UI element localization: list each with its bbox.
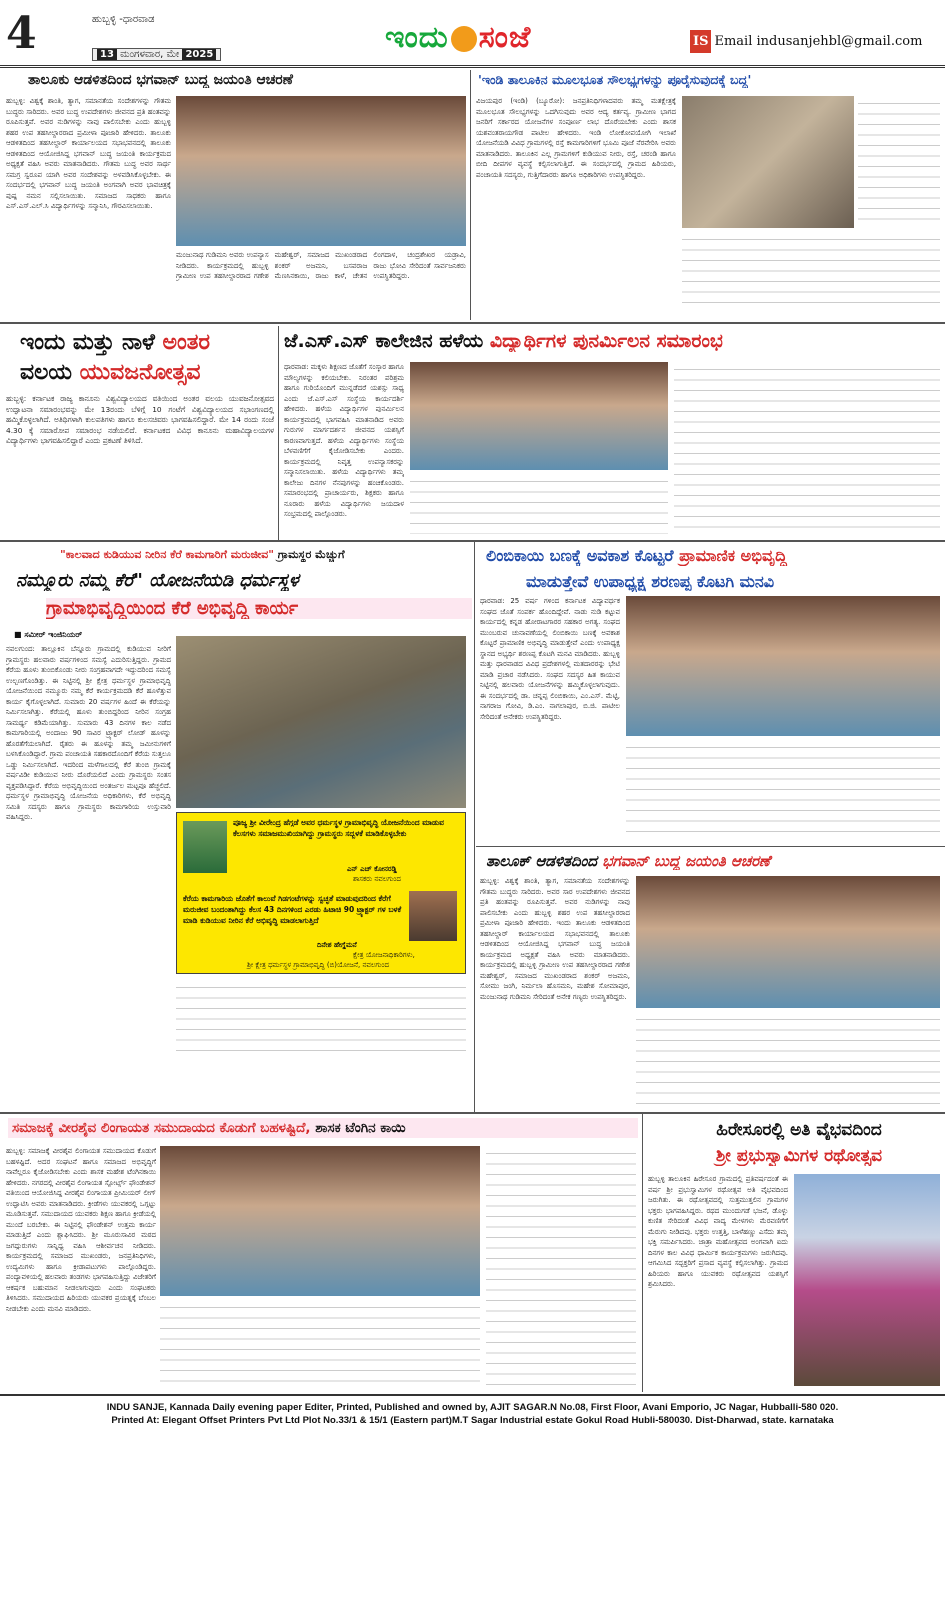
email-block [690, 30, 922, 53]
divider [0, 1112, 945, 1114]
article5-body: ನವಲಗುಂದ: ತಾಲ್ಲೂಕಿನ ಬೆನ್ನೂರು ಗ್ರಾಮದಲ್ಲಿ ಕುಡಿಯುವ ನೀರಿಗೆ ಗ್ರಾಮಸ್ಥರು ಹಲವಾರು ವರ್ಷಗಳಿಂದ ಸಮಸ್ಯೆ ಎದುರಿಸುತ್ತಿದ್ದರು. ಗ್ರಾಮದ ಕೆರೆಯ ಹೂಳು ತುಂಬಿಕೊಂಡು ನೀರು ಸಂಗ್ರಹವಾಗದೇ ಇದ್ದುದರಿಂದ ಸಮಸ್ಯೆ ಉಲ್ಬಣಗೊಂಡಿತ್ತು. ಈ ನಿಟ್ಟಿನಲ್ಲಿ ಶ್ರೀ ಕ್ಷೇತ್ರ ಧರ್ಮಸ್ಥಳ ಗ್ರಾಮಾಭಿವೃದ್ಧಿ ಯೋಜನೆಯಿಂದ ನಮ್ಮೂರು ನಮ್ಮ ಕೆರೆ ಕಾರ್ಯಕ್ರಮದಡಿ ಕೆರೆ ಹೂಳೆತ್ತುವ ಕಾರ್ಯ ಕೈಗೊಳ್ಳಲಾಗಿದೆ. ಸುಮಾರು 20 ವರ್ಷಗಳ ಹಿಂದೆ ಈ ಕೆರೆಯನ್ನು ನಿರ್ಮಿಸಲಾಗಿತ್ತು. ಕೆರೆಯಲ್ಲಿ ಹೂಳು ತುಂಬಿದ್ದರಿಂದ ನೀರಿನ ಸಂಗ್ರಹ ಸಾಮರ್ಥ್ಯ ಕಡಿಮೆಯಾಗಿತ್ತು. ಸುಮಾರು 43 ದಿನಗಳ ಕಾಲ ನಡೆದ ಕಾಮಗಾರಿಯಲ್ಲಿ ಅಂದಾಜು 90 ಸಾವಿರ ಟ್ರ್ಯಾಕ್ಟರ್ ಲೋಡ್ ಹೂಳನ್ನು ಹೊರತೆಗೆಯಲಾಗಿದೆ. ರೈತರು ಈ ಹೂಳನ್ನು ತಮ್ಮ ಜಮೀನುಗಳಿಗೆ ಬಳಸಿಕೊಂಡಿದ್ದಾರೆ. ಗ್ರಾಮ ಪಂಚಾಯತಿ ಸಹಕಾರದೊಂದಿಗೆ ಕೆರೆಯ ಸುತ್ತಲೂ ಒಡ್ಡು ನಿರ್ಮಿಸಲಾಗಿದೆ. ಇದರಿಂದ ಮಳೆಗಾಲದಲ್ಲಿ ಕೆರೆ ತುಂಬಿ ಗ್ರಾಮಕ್ಕೆ ವರ್ಷವಿಡೀ ಕುಡಿಯುವ ನೀರು ದೊರೆಯಲಿದೆ ಎಂದು ಗ್ರಾಮಸ್ಥರು ಸಂತಸ ವ್ಯಕ್ತಪಡಿಸಿದ್ದಾರೆ. ಕೆರೆಯ ಅಭಿವೃದ್ಧಿಯಿಂದ ಅಂತರ್ಜಲ ಮಟ್ಟವೂ ಹೆಚ್ಚಲಿದೆ. ಧರ್ಮಸ್ಥಳ ಗ್ರಾಮಾಭಿವೃದ್ಧಿ ಯೋಜನೆಯ ಅಧಿಕಾರಿಗಳು, ಕೆರೆ ಅಭಿವೃದ್ಧಿ ಸಮಿತಿ ಸದಸ್ಯರು ಹಾಗೂ ಗ್ರಾಮಸ್ಥರು ಕಾಮಗಾರಿಯ ಉಸ್ತುವಾರಿ ವಹಿಸಿದ್ದರು. [6, 645, 171, 821]
article5-headline-1: ನಮ್ಮೂರು ನಮ್ಮ ಕೆರೆ" ಯೋಜನೆಯಡಿ ಧರ್ಮಸ್ಥಳ [16, 570, 299, 591]
ad-role-1: ಶಾಸಕರು ನವಲಗುಂದ [353, 875, 401, 883]
a3-head-4: ಯುವಜನೋತ್ಸವ [79, 360, 201, 385]
article2-body-bottom [682, 232, 940, 310]
article3-body: ಹುಬ್ಬಳ್ಳಿ: ಕರ್ನಾಟಕ ರಾಜ್ಯ ಕಾನೂನು ವಿಶ್ವವಿದ್ಯಾಲಯದ ವತಿಯಿಂದ ಅಂತರ ವಲಯ ಯುವಜನೋತ್ಸವದ ಉದ್ಘಾಟನಾ ಸಮಾರಂಭವನ್ನು ಮೇ 13ರಂದು ಬೆಳಿಗ್ಗೆ 10 ಗಂಟೆಗೆ ವಿಶ್ವವಿದ್ಯಾಲಯದ ಸಭಾಂಗಣದಲ್ಲಿ ಹಮ್ಮಿಕೊಳ್ಳಲಾಗಿದೆ. ಅತಿಥಿಗಳಾಗಿ ಕುಲಪತಿಗಳು ಹಾಗೂ ಕುಲಸಚಿವರು ಭಾಗವಹಿಸಲಿದ್ದಾರೆ. ಮೇ 14 ರಂದು ಸಂಜೆ 4.30 ಕ್ಕೆ ಸಮಾರೋಪ ಸಮಾರಂಭ ನಡೆಯಲಿದೆ. ಕರ್ನಾಟಕದ ವಿವಿಧ ಕಾನೂನು ಮಹಾವಿದ್ಯಾಲಯಗಳ ವಿದ್ಯಾರ್ಥಿಗಳು ಭಾಗವಹಿಸಲಿದ್ದಾರೆ ಎಂದು ಪ್ರಕಟಣೆ ತಿಳಿಸಿದೆ. [6, 394, 274, 445]
logo-right: ಸಂಜೆ [478, 20, 532, 55]
article6-headline-2 [526, 572, 940, 592]
a6-head-1a: ಲಿಂಬಿಕಾಯಿ ಬಣಕ್ಕೆ ಅವಕಾಶ ಕೊಟ್ಟರೆ [486, 546, 680, 565]
article7-body: ಹುಬ್ಬಳ್ಳಿ: ವಿಶ್ವಕ್ಕೆ ಶಾಂತಿ, ತ್ಯಾಗ, ಸಮಾನತೆಯ ಸಂದೇಶಗಳನ್ನು ಗೌತಮ ಬುದ್ಧರು ಸಾರಿದರು. ಅವರ ಸಾರ ಉಪದೇಶಗಳು ಜೀವನದ ಪ್ರತಿ ಹಂತವನ್ನು ರೂಪಿಸುತ್ತವೆ. ಅವರ ನುಡಿಗಳನ್ನು ನಾವು ಪಾಲಿಸಬೇಕು ಎಂದು ಹುಬ್ಬಳ್ಳಿ ಶಹರ ಉಪ ತಹಸೀಲ್ದಾರರಾದ ಪ್ರಮೀಳಾ ಪೂಜಾರಿ ಹೇಳಿದರು. ಇಂದು ತಾಲೂಕು ಆಡಳಿತದಿಂದ ತಹಸೀಲ್ದಾರ್ ಕಾರ್ಯಾಲಯದ ಸಭಾಭವನದಲ್ಲಿ ತಾಲೂಕು ಆಡಳಿತದಿಂದ ಆಯೋಜಿಸಿದ್ದ ಭಗವಾನ್ ಬುದ್ಧ ಜಯಂತಿ ಕಾರ್ಯಕ್ರಮದ ಅಧ್ಯಕ್ಷತೆ ವಹಿಸಿ ಅವರು ಮಾತನಾಡಿದರು. ಕಾರ್ಯಕ್ರಮದಲ್ಲಿ ಹುಬ್ಬಳ್ಳಿ ಗ್ರಾಮೀಣ ಉಪ ತಹಸೀಲ್ದಾರರಾದ ಗಣೇಶ ಮಹೇಶ್ವರ್, ಸಮಾಜದ ಮುಖಂಡರಾದ ಶಂಕರ್ ಅಜಮನಿ, ಸೋಮು ಜಂಗಿ, ನಿರ್ಮಲಾ ಹೊಸಮನಿ, ಮಹೇಶ ಸೋಮಾಪುರ, ಮಂಜುನಾಥ ಗುಡಿಮನಿ ಸೇರಿದಂತೆ ಅನೇಕ ಗಣ್ಯರು ಉಪಸ್ಥಿತರಿದ್ದರು. [480, 877, 630, 1001]
article4-body-2 [410, 474, 668, 534]
a7-head-1: ತಾಲೂಕ್ ಆಡಳಿತದಿಂದ [486, 852, 603, 870]
page-number: 4 [6, 8, 37, 59]
a6-head-2a: ಮಾಡುತ್ತೇವೆ [526, 572, 589, 591]
date-year: 2025 [182, 49, 216, 60]
footer [0, 1394, 945, 1446]
article5-headline-2 [46, 598, 472, 619]
edition-date [92, 48, 221, 61]
article6-body-2 [626, 740, 940, 836]
article5-photo [176, 636, 466, 808]
a6-head-2b: ಉಪಾಧ್ಯಕ್ಷ ಶರಣಪ್ಪ ಕೊಟಗಿ ಮನವಿ [588, 572, 775, 591]
email-label: Email [714, 34, 753, 49]
email-address: indusanjehbl@gmail.com [756, 34, 923, 49]
divider [0, 322, 945, 324]
mla-photo [183, 821, 227, 873]
newspaper-logo [385, 20, 531, 55]
a6-head-1b: ಪ್ರಾಮಾಣಿಕ ಅಭಿವೃದ್ಧಿ [679, 546, 787, 565]
article2-headline: 'ಇಂಡಿ ತಾಲೂಕಿನ ಮೂಲಭೂತ ಸೌಲಭ್ಯಗಳನ್ನು ಪೂರೈಸುವುದಕ್ಕೆ ಬದ್ಧ' [478, 72, 752, 87]
article4-body: ಧಾರವಾಡ: ಮಕ್ಕಳು ಶಿಕ್ಷಣದ ಜೊತೆಗೆ ಸಂಸ್ಕಾರ ಹಾಗೂ ಮೌಲ್ಯಗಳನ್ನು ಕಲಿಯಬೇಕು. ನಿರಂತರ ಪರಿಶ್ರಮ ಹಾಗೂ ಗುರಿಯೊಂದಿಗೆ ಮುನ್ನಡೆದರೆ ಯಶಸ್ಸು ಸಾಧ್ಯ ಎಂದು ಜೆ.ಎಸ್.ಎಸ್ ಸಂಸ್ಥೆಯ ಕಾರ್ಯದರ್ಶಿ ಹೇಳಿದರು. ಹಳೆಯ ವಿದ್ಯಾರ್ಥಿಗಳ ಪುನರ್ಮಿಲನ ಕಾರ್ಯಕ್ರಮದಲ್ಲಿ ಭಾಗವಹಿಸಿ ಮಾತನಾಡಿದ ಅವರು ಗುರುಗಳ ಮಾರ್ಗದರ್ಶನ ಜೀವನದ ಯಶಸ್ಸಿಗೆ ಕಾರಣವಾಗುತ್ತದೆ. ಹಳೆಯ ವಿದ್ಯಾರ್ಥಿಗಳು ಸಂಸ್ಥೆಯ ಬೆಳವಣಿಗೆಗೆ ಕೈಜೋಡಿಸಬೇಕು ಎಂದರು. ಕಾರ್ಯಕ್ರಮದಲ್ಲಿ ನಿವೃತ್ತ ಉಪನ್ಯಾಸಕರನ್ನು ಸನ್ಮಾನಿಸಲಾಯಿತು. ಹಳೆಯ ವಿದ್ಯಾರ್ಥಿಗಳು ತಮ್ಮ ಕಾಲೇಜು ದಿನಗಳ ನೆನಪುಗಳನ್ನು ಹಂಚಿಕೊಂಡರು. ಸಮಾರಂಭದಲ್ಲಿ ಪ್ರಾಚಾರ್ಯರು, ಶಿಕ್ಷಕರು ಹಾಗೂ ನೂರಾರು ಹಳೆಯ ವಿದ್ಯಾರ್ಥಿಗಳು ಜಯದಾಳ ಸಂಭ್ರಮದಲ್ಲಿ ಪಾಲ್ಗೊಂಡರು. [284, 363, 404, 518]
a4-head-1: ಜೆ.ಎಸ್.ಎಸ್ ಕಾಲೇಜಿನ ಹಳೆಯ [284, 330, 490, 352]
article4-headline [284, 330, 942, 352]
masthead [0, 0, 945, 68]
article9-headline-1: ಹಿರೇಸೂರಲ್ಲಿ ಅತಿ ವೈಭವದಿಂದ [716, 1120, 882, 1140]
article9-headline-2: ಶ್ರೀ ಪ್ರಭುಸ್ವಾಮಿಗಳ ರಥೋತ್ಸವ [715, 1146, 883, 1166]
article1-body: ಹುಬ್ಬಳ್ಳಿ: ವಿಶ್ವಕ್ಕೆ ಶಾಂತಿ, ತ್ಯಾಗ, ಸಮಾನತೆಯ ಸಂದೇಶಗಳನ್ನು ಗೌತಮ ಬುದ್ಧರು ಸಾರಿದರು. ಅವರ ಬುದ್ಧ ಉಪದೇಶಗಳು ಜೀವನದ ಪ್ರತಿ ಹಂತವನ್ನು ರೂಪಿಸುತ್ತವೆ. ಅವರ ನುಡಿಗಳನ್ನು ನಾವು ಪಾಲಿಸಬೇಕು ಎಂದು ಹುಬ್ಬಳ್ಳಿ ಶಹರ ಉಪ ತಹಸೀಲ್ದಾರರಾದ ಪ್ರಮೀಳಾ ಪೂಜಾರಿ ಹೇಳಿದರು. ತಾಲೂಕು ಆಡಳಿತದಿಂದ ತಹಸೀಲ್ದಾರ್ ಕಾರ್ಯಾಲಯದ ಸಭಾಭವನದಲ್ಲಿ ತಾಲೂಕು ಆಡಳಿತದಿಂದ ಆಯೋಜಿಸಿದ್ದ ಭಗವಾನ್ ಬುದ್ಧ ಜಯಂತಿ ಕಾರ್ಯಕ್ರಮದ ಅಧ್ಯಕ್ಷತೆ ವಹಿಸಿ ಅವರು ಮಾತನಾಡಿದರು. ಗೌತಮ ಬುದ್ಧ ಅವರ ಸಾರ್ಥ ಸಮಗ್ರ ಸ್ವರೂಪ ಯಾಗಿ ಅವರ ಸಂದೇಶವನ್ನು ಅಳವಡಿಸಿಕೊಳ್ಳಬೇಕು. ಈ ಸಂದರ್ಭದಲ್ಲಿ ಭಗವಾನ್ ಬುದ್ಧ ಜಯಂತಿ ಅಂಗವಾಗಿ ಅವರ ಭಾವಚಿತ್ರಕ್ಕೆ ಪುಷ್ಪ ನಮನ ಸಲ್ಲಿಸಲಾಯಿತು. ಸಮಾಜದ ಸಾಧಕರು ಹಾಗೂ ಎಸ್.ಎಸ್.ಎಲ್.ಸಿ ವಿದ್ಯಾರ್ಥಿಗಳನ್ನು ಸನ್ಮಾನಿಸಿ, ಗೌರವಿಸಲಾಯಿತು. [6, 97, 171, 210]
date-day: 13 [97, 49, 117, 60]
article5-kicker [60, 548, 470, 562]
footer-line-1: INDU SANJE, Kannada Daily evening paper Editer, Printed, Published and owned by, AJIT SAGAR.N No.08, First Floor, Avani Emporio, JC Nagar, Hubballi-580 020. [106, 1402, 839, 1413]
article7-photo [636, 876, 940, 1008]
ad-name-1: ಎನ್ ಎಚ್ ಕೋನರಡ್ಡಿ [347, 865, 397, 873]
article6-photo [626, 596, 940, 736]
date-text: ಮಂಗಳವಾರ, ಮೇ [120, 49, 180, 60]
divider [474, 542, 475, 1112]
article2-body: ವಿಜಯಪುರ (ಇಂಡಿ) (ಬ್ಯೂರೋ): ಜನಪ್ರತಿನಿಧಿಗಳಾದವರು ತಮ್ಮ ಮತಕ್ಷೇತ್ರಕ್ಕೆ ಮೂಲಭೂತ ಸೌಲಭ್ಯಗಳನ್ನು ಒದಗಿಸುವುದು ಅವರ ಆದ್ಯ ಕರ್ತವ್ಯ. ಗ್ರಾಮೀಣ ಭಾಗದ ಜನರಿಗೆ ಸರ್ಕಾರದ ಯೋಜನೆಗಳ ಸಂಪೂರ್ಣ ಲಾಭ ದೊರೆಯಬೇಕು ಎಂದು ಶಾಸಕ ಯಶವಂತರಾಯಗೌಡ ಪಾಟೀಲ ಹೇಳಿದರು. ಇಂಡಿ ಲೋಕೋಪಯೋಗಿ ಇಲಾಖೆ ಯೋಜನೆಯಡಿ ವಿವಿಧ ಗ್ರಾಮಗಳಲ್ಲಿ ರಸ್ತೆ ಕಾಮಗಾರಿಗಳಿಗೆ ಭೂಮಿ ಪೂಜೆ ನೆರವೇರಿಸಿ ಅವರು ಮಾತನಾಡಿದರು. ತಾಲೂಕಿನ ಎಲ್ಲ ಗ್ರಾಮಗಳಿಗೆ ಕುಡಿಯುವ ನೀರು, ರಸ್ತೆ, ಚರಂಡಿ ಹಾಗೂ ಬೀದಿ ದೀಪಗಳ ವ್ಯವಸ್ಥೆ ಕಲ್ಪಿಸಲಾಗುತ್ತಿದೆ. ಈ ಸಂದರ್ಭದಲ್ಲಿ ಗ್ರಾಮದ ಹಿರಿಯರು, ಪಂಚಾಯತಿ ಸದಸ್ಯರು, ಗುತ್ತಿಗೆದಾರರು ಹಾಗೂ ಅಧಿಕಾರಿಗಳು ಉಪಸ್ಥಿತರಿದ್ದರು. [476, 97, 676, 179]
article5-body-2 [176, 980, 466, 1058]
article1-headline: ತಾಲೂಕು ಆಡಳಿತದಿಂದ ಭಗವಾನ್ ಬುದ್ಧ ಜಯಂತಿ ಆಚರಣೆ [28, 72, 293, 88]
divider [278, 326, 279, 541]
a5-head-2a: ಗ್ರಾಮಾಭಿವೃದ್ಧಿ [46, 598, 127, 619]
footer-line-2: Printed At: Elegant Offset Printers Pvt Ltd Plot No.33/1 & 15/1 (Eastern part)M.T Sagar Industrial estate Gokul Road Hubli-580030. Dist-Dharwad, state. karnataka [111, 1415, 834, 1426]
a3-head-1: ಇಂದು ಮತ್ತು ನಾಳೆ [20, 330, 163, 355]
a3-head-2: ಅಂತರ [162, 330, 211, 355]
a5-kicker-2: ಗ್ರಾಮಸ್ಥರ ಮೆಚ್ಚುಗೆ [273, 548, 345, 561]
article2-body-right [858, 96, 940, 228]
article8-body-3 [486, 1146, 636, 1386]
article3-headline [20, 328, 280, 388]
a8-head-1: ಸಮಾಜಕ್ಕೆ ವೀರಶೈವ ಲಿಂಗಾಯತ ಸಮುದಾಯದ ಕೊಡುಗೆ ಬಹಳಷ್ಟಿದೆ, [12, 1120, 311, 1136]
divider [470, 70, 471, 320]
ad-role-2: ಕ್ಷೇತ್ರ ಯೋಜನಾಧಿಕಾರಿಗಳು, [353, 951, 415, 959]
divider [642, 1114, 643, 1392]
sun-icon [451, 26, 477, 52]
ad-text-2: ಕೆರೆಯ ಕಾಮಗಾರಿಯ ಜೊತೆಗೆ ಕಾಲುವೆ ಗಿಡಗಂಟೆಗಳನ್ನು ಸ್ವಚ್ಛತೆ ಮಾಡುವುದರಿಂದ ಕೆರೆಗೆ ಮರುಜೀವ ಬಂದಂತಾಗಿದ್ದು ಕೆಲಸ 43 ದಿನಗಳಿಂದ ಎರಡು ಹಿಟಾಚಿ 90 ಟ್ರ್ಯಾಕ್ಟರ್ ಗಳ ಬಳಕೆ ಮಾಡಿ ಕುಡಿಯುವ ನೀರಿನ ಕೆರೆ ಅಭಿವೃದ್ಧಿ ಮಾಡಲಾಗುತ್ತಿದೆ [183, 894, 402, 925]
a3-head-3: ವಲಯ [20, 360, 80, 385]
a5-head-2b: ಯಿಂದ ಕೆರೆ ಅಭಿವೃದ್ಧಿ ಕಾರ್ಯ [126, 598, 299, 619]
article8-headline [8, 1118, 638, 1138]
article7-body-2 [636, 1012, 940, 1106]
article5-quote-box [176, 812, 466, 974]
article7-headline [486, 852, 940, 870]
article6-body: ಧಾರವಾಡ: 25 ವರ್ಷ ಗಳಿಂದ ಕರ್ನಾಟಕ ವಿದ್ಯಾವರ್ಧಕ ಸಂಘದ ಜೊತೆ ಸಂಪರ್ಕ ಹೊಂದಿದ್ದೇವೆ. ನಾಡು ನುಡಿ ಕಟ್ಟುವ ಕಾರ್ಯದಲ್ಲಿ ಕನ್ನಡ ಹೋರಾಟಗಾರರ ಸಹಕಾರ ಅಗತ್ಯ. ಸಂಘದ ಮುಂಬರುವ ಚುನಾವಣೆಯಲ್ಲಿ ಲಿಂಬಿಕಾಯಿ ಬಣಕ್ಕೆ ಅವಕಾಶ ಕೊಟ್ಟರೆ ಪ್ರಾಮಾಣಿಕ ಅಭಿವೃದ್ಧಿ ಮಾಡುತ್ತೇವೆ ಎಂದು ಉಪಾಧ್ಯಕ್ಷ ಸ್ಥಾನದ ಅಭ್ಯರ್ಥಿ ಶರಣಪ್ಪ ಕೊಟಗಿ ಮನವಿ ಮಾಡಿದರು. ಹುಬ್ಬಳ್ಳಿ ಮತ್ತು ಧಾರವಾಡದ ವಿವಿಧ ಪ್ರದೇಶಗಳಲ್ಲಿ ಮತದಾರರನ್ನು ಭೇಟಿ ಮಾಡಿ ಪ್ರಚಾರ ನಡೆಸಿದರು. ಸಂಘದ ಸದಸ್ಯರ ಹಿತ ಕಾಯುವ ನಿಟ್ಟಿನಲ್ಲಿ ಹಲವಾರು ಯೋಜನೆಗಳನ್ನು ಹಮ್ಮಿಕೊಳ್ಳಲಾಗುವುದು. ಈ ಸಂದರ್ಭದಲ್ಲಿ ಡಾ. ಚನ್ನಪ್ಪ ಲಿಂಬಿಕಾಯಿ, ಎಂ.ಎಸ್. ಮೆಟ್ಟಿ, ನಾಗರಾಜ ಗೋವಿ, ಡಿ.ಎಂ. ನಾಗಲಾಪುರ, ಬಿ.ಜಿ. ಪಾಟೀಲ ಸೇರಿದಂತೆ ಅನೇಕರು ಉಪಸ್ಥಿತರಿದ್ದರು. [480, 597, 620, 721]
article8-body: ಹುಬ್ಬಳ್ಳಿ: ಸಮಾಜಕ್ಕೆ ವೀರಶೈವ ಲಿಂಗಾಯತ ಸಮುದಾಯದ ಕೊಡುಗೆ ಬಹಳಷ್ಟಿದೆ. ಅದರ ಸಂಘಟನೆ ಹಾಗೂ ಸಮಾಜದ ಅಭಿವೃದ್ಧಿಗೆ ನಾವೆಲ್ಲರೂ ಕೈಜೋಡಿಸಬೇಕು ಎಂದು ಶಾಸಕ ಮಹೇಶ ಟೆಂಗಿನಕಾಯಿ ಹೇಳಿದರು. ನಗರದಲ್ಲಿ ವೀರಶೈವ ಲಿಂಗಾಯತ ಸ್ಪೋರ್ಟ್ಸ್ ಫೌಂಡೇಶನ್ ವತಿಯಿಂದ ಆಯೋಜಿಸಿದ್ದ ವೀರಶೈವ ಲಿಂಗಾಯತ ಪ್ರೀಮಿಯರ್ ಲೀಗ್ ಉದ್ಘಾಟಿಸಿ ಅವರು ಮಾತನಾಡಿದರು. ಕ್ರೀಡೆಗಳು ಯುವಕರಲ್ಲಿ ಒಗ್ಗಟ್ಟು ಮೂಡಿಸುತ್ತವೆ. ಸಮುದಾಯದ ಯುವಕರು ಶಿಕ್ಷಣ ಹಾಗೂ ಕ್ರೀಡೆಯಲ್ಲಿ ಮುಂದೆ ಬರಬೇಕು. ಈ ನಿಟ್ಟಿನಲ್ಲಿ ಫೌಂಡೇಶನ್ ಉತ್ತಮ ಕಾರ್ಯ ಮಾಡುತ್ತಿದೆ ಎಂದು ಶ್ಲಾಘಿಸಿದರು. ಶ್ರೀ ಮೂರುಸಾವಿರ ಮಠದ ಜಗದ್ಗುರುಗಳು ಸಾನ್ನಿಧ್ಯ ವಹಿಸಿ ಆಶೀರ್ವಚನ ನೀಡಿದರು. ಕಾರ್ಯಕ್ರಮದಲ್ಲಿ ಸಮಾಜದ ಮುಖಂಡರು, ಜನಪ್ರತಿನಿಧಿಗಳು, ಉದ್ಯಮಿಗಳು ಹಾಗೂ ಕ್ರೀಡಾಪಟುಗಳು ಪಾಲ್ಗೊಂಡಿದ್ದರು. ಪಂದ್ಯಾವಳಿಯಲ್ಲಿ ಹಲವಾರು ತಂಡಗಳು ಭಾಗವಹಿಸುತ್ತಿದ್ದು ವಿಜೇತರಿಗೆ ಆಕರ್ಷಕ ಬಹುಮಾನ ನೀಡಲಾಗುವುದು ಎಂದು ಸಂಘಟಕರು ತಿಳಿಸಿದರು. ಸಮುದಾಯದ ಹಿರಿಯರು ಯುವಕರ ಪ್ರಯತ್ನಕ್ಕೆ ಬೆಂಬಲ ನೀಡಬೇಕು ಎಂದು ಮನವಿ ಮಾಡಿದರು. [6, 1147, 156, 1313]
ad-role-2b: ಶ್ರೀ ಕ್ಷೇತ್ರ ಧರ್ಮಸ್ಥಳ ಗ್ರಾಮಾಭಿವೃದ್ಧಿ (ಬಿ)ಯೋಜನೆ, ನವಲಗುಂದ [247, 961, 390, 969]
article5-byline: ■ ಸಮೀರ್ ಇಂಜಿನಿಯರ್ [14, 630, 83, 639]
divider [0, 540, 945, 542]
article4-photo [410, 362, 668, 470]
article1-photo [176, 96, 466, 246]
divider [476, 846, 945, 847]
article9-body: ಹುಬ್ಬಳ್ಳಿ ತಾಲೂಕಿನ ಹಿರೇಸೂರ ಗ್ರಾಮದಲ್ಲಿ ಪ್ರತಿವರ್ಷದಂತೆ ಈ ವರ್ಷ ಶ್ರೀ ಪ್ರಭುಸ್ವಾಮಿಗಳ ರಥೋತ್ಸವ ಅತಿ ವೈಭವದಿಂದ ಜರುಗಿತು. ಈ ರಥೋತ್ಸವದಲ್ಲಿ ಸುತ್ತಮುತ್ತಲಿನ ಗ್ರಾಮಗಳ ಭಕ್ತರು ಭಾಗವಹಿಸಿದ್ದರು. ರಥದ ಮುಂದುಗಡೆ ಭಜನೆ, ಡೊಳ್ಳು ಕುಣಿತ ಸೇರಿದಂತೆ ವಿವಿಧ ವಾದ್ಯ ಮೇಳಗಳು ಮೆರವಣಿಗೆಗೆ ಮೆರುಗು ನೀಡಿದವು. ಭಕ್ತರು ಉತ್ತತ್ತಿ, ಬಾಳೆಹಣ್ಣು ಎಸೆದು ತಮ್ಮ ಭಕ್ತಿ ಸಮರ್ಪಿಸಿದರು. ಜಾತ್ರಾ ಮಹೋತ್ಸವದ ಅಂಗವಾಗಿ ಐದು ದಿನಗಳ ಕಾಲ ವಿವಿಧ ಧಾರ್ಮಿಕ ಕಾರ್ಯಕ್ರಮಗಳು ಜರುಗಿದವು. ಆಗಮಿಸಿದ ಸದ್ಭಕ್ತರಿಗೆ ಪ್ರಸಾದ ವ್ಯವಸ್ಥೆ ಕಲ್ಪಿಸಲಾಗಿತ್ತು. ಗ್ರಾಮದ ಹಿರಿಯರು ಹಾಗೂ ಯುವಕರು ರಥೋತ್ಸವದ ಯಶಸ್ಸಿಗೆ ಶ್ರಮಿಸಿದರು. [648, 1175, 788, 1288]
article8-photo [160, 1146, 480, 1296]
ad-name-2: ದಿನೇಶ ಹೇಗ್ಡೆಮನೆ [317, 941, 357, 949]
a4-head-2: ವಿದ್ಯಾರ್ಥಿಗಳ ಪುನರ್ಮಿಲನ ಸಮಾರಂಭ [489, 330, 723, 352]
article6-headline-1 [486, 546, 940, 566]
article8-body-2 [160, 1300, 480, 1386]
article2-photo [682, 96, 854, 228]
article9-photo [794, 1174, 940, 1386]
article1-caption: ಮಂಜುನಾಥ ಗುಡಿಮನಿ ಅವರು ಉಪನ್ಯಾಸ ನೀಡಿದರು. ಕಾರ್ಯಕ್ರಮದಲ್ಲಿ ಹುಬ್ಬಳ್ಳಿ ಗ್ರಾಮೀಣ ಉಪ ತಹಸೀಲ್ದಾರರಾದ ಗಣೇಶ ಮಹೇಶ್ವರ್, ಸಮಾಜದ ಮುಖಂಡರಾದ ಶಂಕರ್ ಅಜಮನಿ, ಬಸವರಾಜ ಮೆಣಸಿನಕಾಯಿ, ರಾಜು ಕಾಳೆ, ಚೇತನ ಲಿಂಗದಾಳ, ಚಂದ್ರಶೇಖರ ಯಡ್ರಾವಿ, ರಾಜು ಭೋವಿ ಸೇರಿದಂತೆ ಸಾರ್ವಜನಿಕರು ಉಪಸ್ಥಿತರಿದ್ದರು. [176, 251, 466, 280]
edition-place: ಹುಬ್ಬಳ್ಳಿ -ಧಾರವಾಡ [92, 14, 155, 25]
email-badge: IS [690, 30, 711, 53]
officer-photo [409, 891, 457, 941]
a5-kicker-1: "ಕಾಲವಾದ ಕುಡಿಯುವ ನೀರಿನ ಕೆರೆ ಕಾಮಗಾರಿಗೆ ಮರುಜೀವ" [60, 548, 274, 561]
ad-text-1: ಪೂಜ್ಯ ಶ್ರೀ ವೀರೇಂದ್ರ ಹೆಗ್ಗಡೆ ಅವರ ಧರ್ಮಸ್ಥಳ ಗ್ರಾಮಾಭಿವೃದ್ಧಿ ಯೋಜನೆಯಿಂದ ಮಾಡುವ ಕೆಲಸಗಳು ಸಮಾಜಮುಖಿಯಾಗಿದ್ದು ಗ್ರಾಮಸ್ಥರು ಸದ್ಬಳಕೆ ಮಾಡಿಕೊಳ್ಳಬೇಕು [233, 818, 444, 838]
a7-head-2: ಭಗವಾನ್ ಬುದ್ಧ ಜಯಂತಿ ಆಚರಣೆ [602, 852, 770, 870]
a8-head-2: ಶಾಸಕ ಟೆಂಗಿನ ಕಾಯಿ [310, 1120, 406, 1136]
logo-left: ಇಂದು [385, 20, 449, 55]
article4-body-3 [674, 362, 940, 534]
